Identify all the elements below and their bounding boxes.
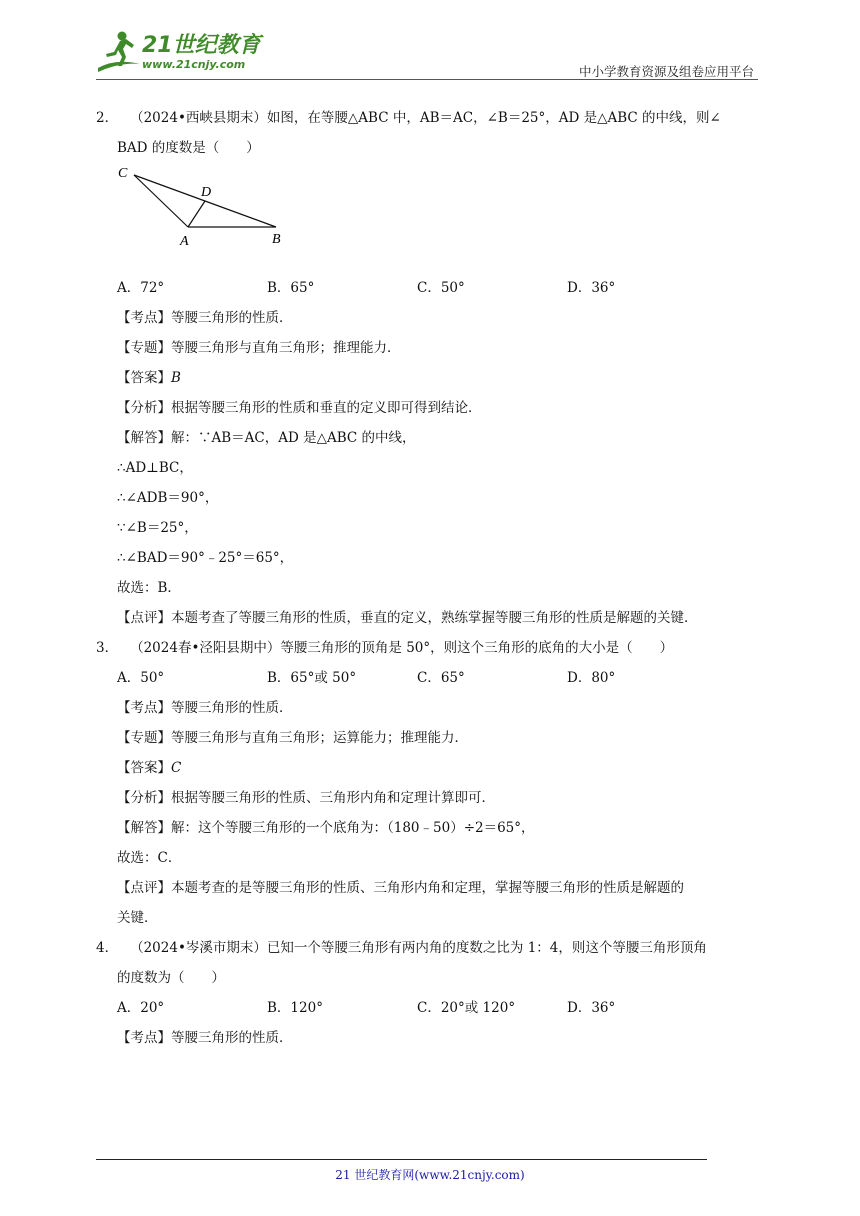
q2-number: 2．	[96, 110, 119, 126]
q3-options	[96, 663, 766, 693]
footer-site-link[interactable]: 21 世纪教育网(www.21cnjy.com)	[335, 1168, 525, 1182]
q2-stem-line1	[96, 103, 766, 133]
q2-step4: ∴∠BAD＝90°﹣25°＝65°，	[117, 550, 294, 566]
q3-option-a[interactable]: A．50°	[117, 670, 165, 686]
runner-logo-icon	[96, 28, 142, 74]
label-c: C	[118, 166, 128, 181]
q2-guxuan: 故选：B．	[117, 580, 181, 596]
q3-guxuan: 故选：C．	[117, 850, 182, 866]
label-b: B	[272, 232, 281, 247]
q3-option-b[interactable]: B．65°或 50°	[267, 670, 357, 686]
q2-option-c[interactable]: C．50°	[417, 280, 465, 296]
segment-ad	[188, 201, 205, 227]
logo-title: 21世纪教育	[142, 33, 261, 58]
q3-answer	[96, 753, 766, 783]
q2-dianping: 【点评】本题考查了等腰三角形的性质，垂直的定义，熟练掌握等腰三角形的性质是解题的关键．	[117, 610, 698, 626]
q4-option-c[interactable]: C．20°或 120°	[417, 1000, 516, 1016]
platform-name: 中小学教育资源及组卷应用平台	[578, 64, 754, 79]
q2-option-b[interactable]: B．65°	[267, 280, 315, 296]
q3-jieda: 【解答】解：这个等腰三角形的一个底角为：（180﹣50）÷2＝65°，	[117, 820, 535, 836]
page-header	[0, 0, 860, 80]
label-a: A	[180, 234, 189, 249]
q4-stem-line1	[96, 933, 766, 963]
q2-triangle-figure	[96, 163, 766, 273]
q2-stem-text: （2024•西峡县期末）如图，在等腰△ABC 中，AB＝AC，∠B＝25°，AD 是△ABC 的中线，则∠	[130, 110, 721, 126]
q2-zhuanti: 【专题】等腰三角形与直角三角形；推理能力．	[117, 340, 401, 356]
q4-stem-text: （2024•岑溪市期末）已知一个等腰三角形有两内角的度数之比为 1：4，则这个等腰三角形顶角	[130, 940, 707, 956]
site-logo[interactable]	[96, 28, 266, 80]
q2-step3: ∵∠B＝25°，	[117, 520, 198, 536]
q3-stem-text: （2024春•泾阳县期中）等腰三角形的顶角是 50°，则这个三角形的底角的大小是（ ）	[130, 640, 674, 656]
q4-option-a[interactable]: A．20°	[117, 1000, 165, 1016]
footer-divider	[96, 1159, 707, 1160]
q2-options	[96, 273, 766, 303]
q4-options	[96, 993, 766, 1023]
q2-step1: ∴AD⊥BC，	[117, 460, 193, 476]
triangle-diagram	[112, 163, 312, 273]
q2-answer	[96, 363, 766, 393]
q4-kaodian: 【考点】等腰三角形的性质．	[117, 1030, 293, 1046]
label-d: D	[201, 185, 212, 200]
q3-dianping-line2: 关键．	[117, 910, 158, 926]
q2-answer-label: 【答案】	[117, 370, 171, 386]
q2-answer-value: B	[171, 370, 181, 386]
q4-number: 4．	[96, 940, 119, 956]
q3-option-d[interactable]: D．80°	[567, 670, 616, 686]
q4-option-b[interactable]: B．120°	[267, 1000, 323, 1016]
q4-stem-line2: 的度数为（ ）	[117, 970, 225, 986]
q2-option-d[interactable]: D．36°	[567, 280, 616, 296]
q2-fenxi: 【分析】根据等腰三角形的性质和垂直的定义即可得到结论．	[117, 400, 482, 416]
logo-url: www.21cnjy.com	[142, 58, 246, 71]
q3-kaodian: 【考点】等腰三角形的性质．	[117, 700, 293, 716]
question-content	[96, 103, 766, 1053]
segment-ca	[134, 175, 188, 227]
q2-jieda: 【解答】解：∵AB＝AC，AD 是△ABC 的中线，	[117, 430, 416, 446]
q3-answer-label: 【答案】	[117, 760, 171, 776]
q2-stem-line2: BAD 的度数是（ ）	[117, 140, 260, 156]
q3-stem	[96, 633, 766, 663]
q3-fenxi: 【分析】根据等腰三角形的性质、三角形内角和定理计算即可．	[117, 790, 495, 806]
header-divider	[96, 79, 758, 80]
q4-option-d[interactable]: D．36°	[567, 1000, 616, 1016]
q3-dianping-line1: 【点评】本题考查的是等腰三角形的性质、三角形内角和定理，掌握等腰三角形的性质是解题的	[117, 880, 684, 896]
q3-number: 3．	[96, 640, 119, 656]
q3-zhuanti: 【专题】等腰三角形与直角三角形；运算能力；推理能力．	[117, 730, 468, 746]
q3-answer-value: C	[171, 760, 182, 776]
q2-kaodian: 【考点】等腰三角形的性质．	[117, 310, 293, 326]
q3-option-c[interactable]: C．65°	[417, 670, 465, 686]
q2-step2: ∴∠ADB＝90°，	[117, 490, 219, 506]
q2-option-a[interactable]: A．72°	[117, 280, 165, 296]
